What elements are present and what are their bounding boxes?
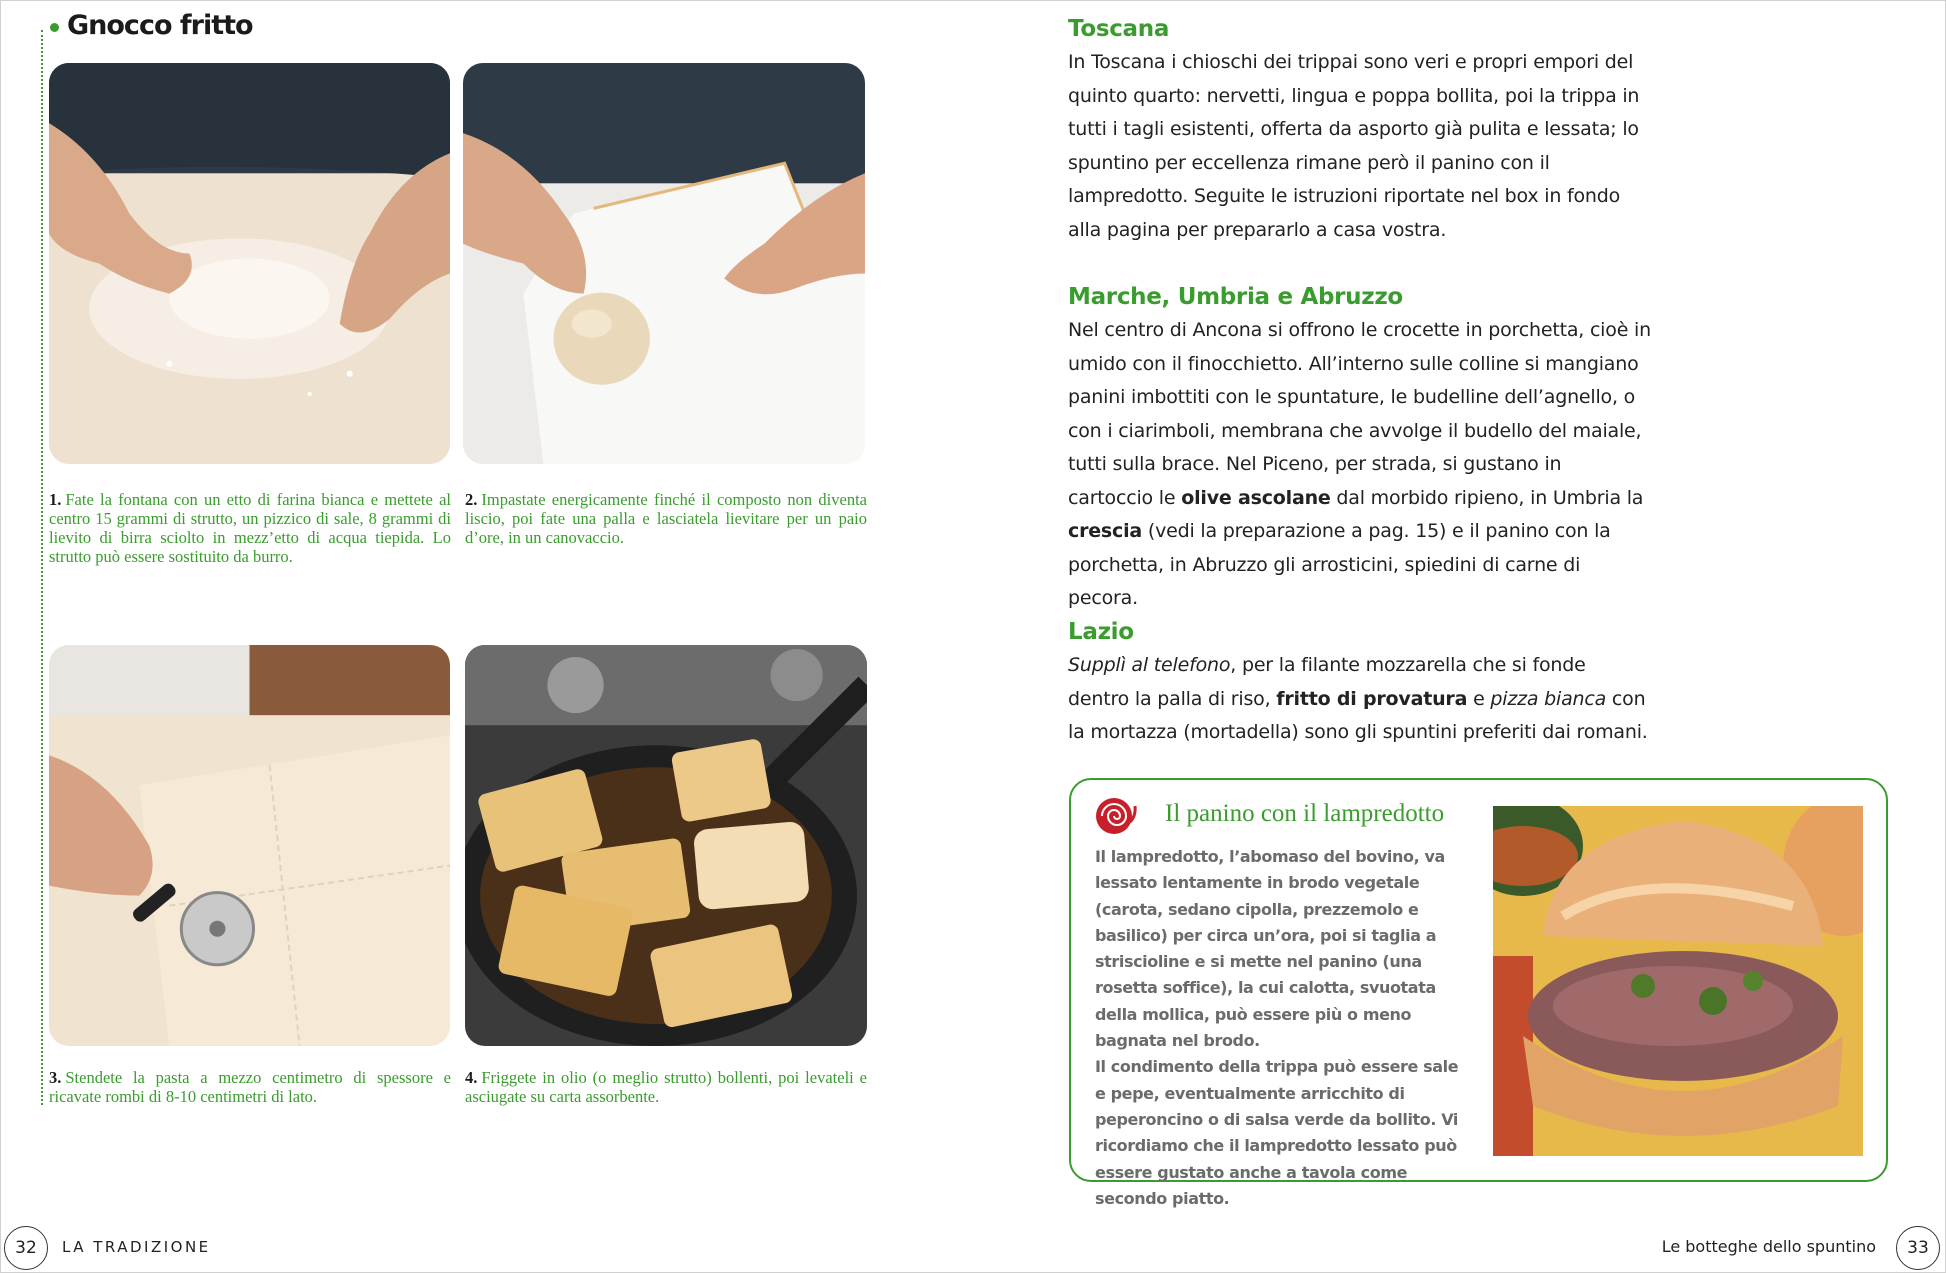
step-1-caption [49,490,451,566]
step-4-text: Friggete in olio (o meglio strutto) bollenti, poi levateli e asciugate su carta assorbente. [465,1068,867,1106]
step-3-text: Stendete la pasta a mezzo centimetro di spessore e ricavate rombi di 8-10 centimetri di lato. [49,1068,451,1106]
text-run-normal: e [1467,687,1491,710]
box-paragraph-1: Il lampredotto, l’abomaso del bovino, va lessato lentamente in brodo vegetale (carota, sedano cipolla, prezzemolo e basilico) per circa un’ora, poi si taglia a striscioline e si mette nel panino (una rosetta soffice), la cui calotta, svuotata della mollica, può essere più o meno bagnata nel brodo. [1095,847,1445,1051]
text-run-italic: pizza bianca [1490,687,1607,710]
footer-section-left: LA TRADIZIONE [62,1238,211,1256]
box-title: Il panino con il lampredotto [1165,800,1445,827]
section-lazio [1068,619,1652,750]
section-body [1068,649,1652,750]
step-2-caption [465,490,867,547]
text-run-normal: , per la filante mozzarella che si fonde dentro la palla di riso, [1068,654,1586,710]
section-body [1068,46,1652,247]
step-2-photo [463,63,865,464]
title-bullet [50,23,59,32]
step-1-photo [49,63,450,464]
page-number-right: 33 [1896,1226,1940,1270]
snail-icon [1094,792,1138,836]
step-4-caption [465,1068,867,1106]
step-2-number: 2. [465,490,478,509]
section-body [1068,314,1652,616]
text-run-normal: Nel centro di Ancona si offrono le crocette in porchetta, cioè in umido con il finocchietto. All’interno sulle colline si mangiano panini imbottiti con le spuntature, le budelline dell’agnello, o con i ciarimboli, membrana che avvolge il budello del maiale, tutti sulla brace. Nel Piceno, per strada, si gustano in cartoccio le [1068,319,1651,509]
step-4-photo [465,645,867,1046]
text-run-bold: crescia [1068,520,1143,542]
text-run-bold: fritto di provatura [1276,687,1468,710]
lampredotto-box [1069,778,1888,1208]
text-run-normal: (vedi la preparazione a pag. 15) e il panino con la porchetta, in Abruzzo gli arrosticini, spiedini di carne di pecora. [1068,520,1611,609]
text-run-bold: olive ascolane [1181,486,1331,509]
step-3-number: 3. [49,1068,62,1087]
section-marche-umbria-abruzzo [1068,284,1652,616]
text-run-italic: Supplì al telefono [1068,654,1231,676]
step-1-text: Fate la fontana con un etto di farina bianca e mettete al centro 15 grammi di strutto, un pizzico di sale, 8 grammi di lievito di birra sciolto in mezz’etto di acqua tiepida. Lo strutto può essere sostituito da burro. [49,490,451,566]
section-heading: Marche, Umbria e Abruzzo [1068,284,1403,310]
step-1-number: 1. [49,490,62,509]
dotted-guide-line [41,30,43,1105]
section-heading: Toscana [1068,16,1170,42]
section-toscana [1068,16,1652,247]
text-run-normal: dal morbido ripieno, in Umbria la [1330,486,1644,509]
step-3-caption [49,1068,451,1106]
step-4-number: 4. [465,1068,478,1087]
text-run-normal: con la mortazza (mortadella) sono gli spuntini preferiti dai romani. [1068,687,1648,743]
step-3-photo [49,645,450,1046]
box-text [1095,844,1465,1212]
step-2-text: Impastate energicamente finché il composto non diventa liscio, poi fate una palla e lasciatela lievitare per un paio d’ore, in un canovaccio. [465,490,867,547]
text-run-normal: In Toscana i chioschi dei trippai sono veri e propri empori del quinto quarto: nervetti, lingua e poppa bollita, poi la trippa in tutti i tagli esistenti, offerta da asporto già pulita e lessata; lo spuntino per eccellenza rimane però il panino con il lampredotto. Seguite le istruzioni riportate nel box in fondo alla pagina per prepararlo a casa vostra. [1068,51,1640,241]
section-heading: Lazio [1068,619,1134,645]
recipe-title: Gnocco fritto [67,10,253,41]
lampredotto-sandwich-photo [1493,806,1863,1156]
page-number-left: 32 [4,1226,48,1270]
footer-section-right: Le botteghe dello spuntino [1661,1237,1876,1256]
box-paragraph-2: Il condimento della trippa può essere sale e pepe, eventualmente arricchito di peperoncino o di salsa verde da bollito. Vi ricordiamo che il lampredotto lessato può essere gustato anche a tavola come secondo piatto. [1095,1057,1459,1208]
